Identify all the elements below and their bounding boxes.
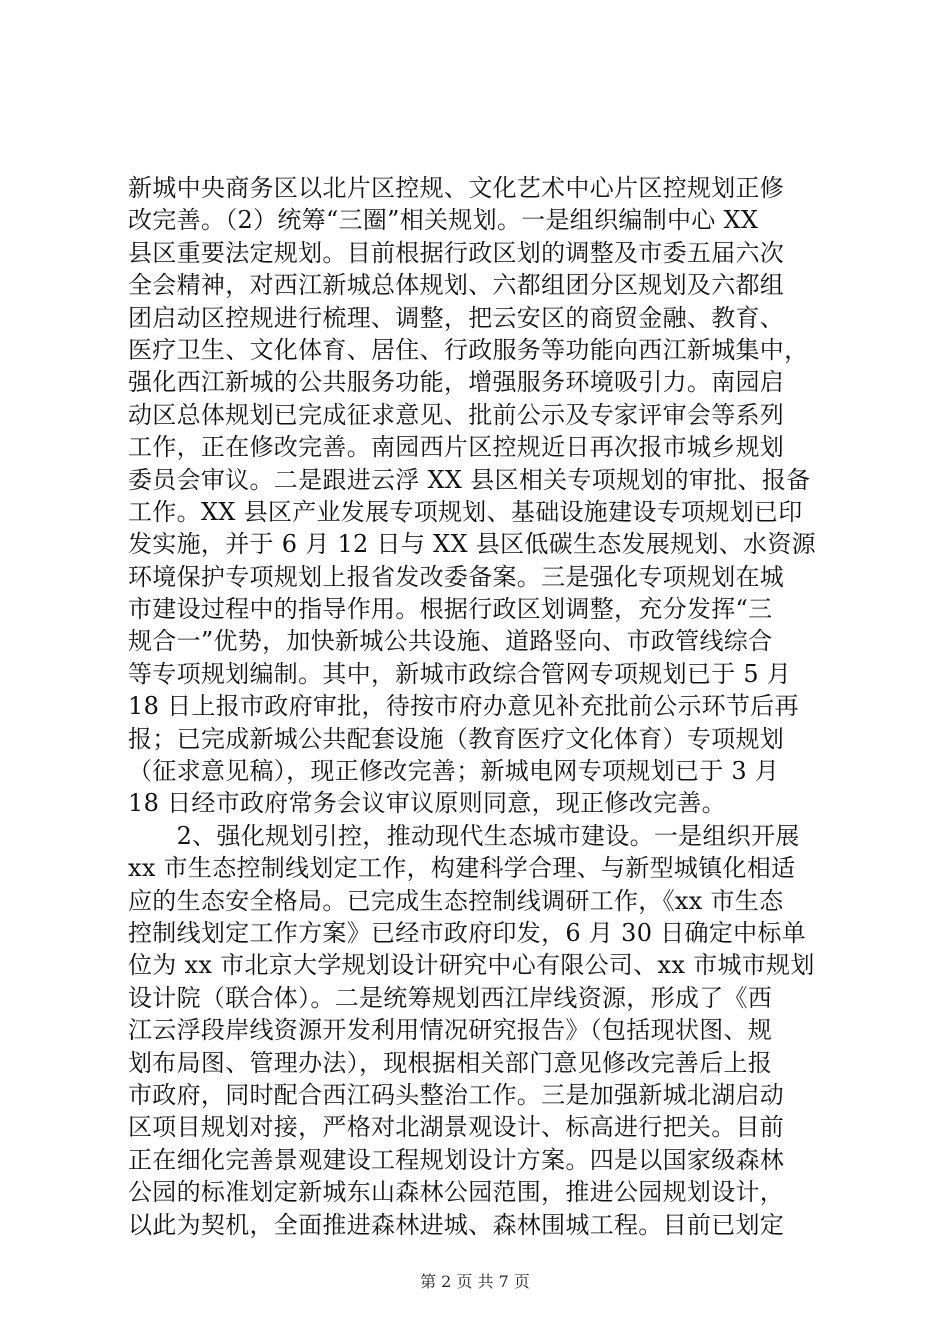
text-line: 区项目规划对接，严格对北湖景观设计、标高进行把关。目前 <box>128 1113 785 1142</box>
text-line: 市政府，同时配合西江码头整治工作。三是加强新城北湖启动 <box>128 1080 785 1109</box>
text-line: 市建设过程中的指导作用。根据行政区划调整，充分发挥“三 <box>128 595 773 624</box>
text-line: 公园的标准划定新城东山森林公园范围，推进公园规划设计， <box>128 1178 785 1207</box>
text-line: 位为 xx 市北京大学规划设计研究中心有限公司、xx 市城市规划 <box>128 951 815 980</box>
text-line: 江云浮段岸线资源开发利用情况研究报告》（包括现状图、规 <box>128 1016 773 1045</box>
text-line: 设计院（联合体）。二是统筹规划西江岸线资源，形成了《西 <box>128 983 773 1012</box>
text-line: 环境保护专项规划上报省发改委备案。三是强化专项规划在城 <box>128 562 785 591</box>
document-body <box>128 172 828 1241</box>
text-line: xx 市生态控制线划定工作，构建科学合理、与新型城镇化相适 <box>128 854 796 883</box>
text-line: 新城中央商务区以北片区控规、文化艺术中心片区控规划正修 <box>128 174 785 202</box>
text-line: 工作。XX 县区产业发展专项规划、基础设施建设专项规划已印 <box>128 497 803 526</box>
text-line: 划布局图、管理办法），现根据相关部门意见修改完善后上报 <box>128 1048 773 1077</box>
text-line: 委员会审议。二是跟进云浮 XX 县区相关专项规划的审批、报备 <box>128 465 811 494</box>
text-line: 18 日上报市政府审批，待按市府办意见补充批前公示环节后再 <box>128 692 799 721</box>
text-line: 18 日经市政府常务会议审议原则同意，现正修改完善。 <box>128 789 726 818</box>
text-line: 发实施，并于 6 月 12 日与 XX 县区低碳生态发展规划、水资源 <box>128 530 816 559</box>
text-line: 报；已完成新城公共配套设施（教育医疗文化体育）专项规划 <box>128 724 785 753</box>
text-line: 县区重要法定规划。目前根据行政区划的调整及市委五届六次 <box>128 238 785 267</box>
text-line: 改完善。（2）统筹“三圈”相关规划。一是组织编制中心 XX <box>128 206 759 235</box>
text-line: 工作，正在修改完善。南园西片区控规近日再次报市城乡规划 <box>128 433 785 462</box>
text-line: 团启动区控规进行梳理、调整，把云安区的商贸金融、教育、 <box>128 303 785 332</box>
text-line: 应的生态安全格局。已完成生态控制线调研工作，《xx 市生态 <box>128 886 784 915</box>
text-line: 医疗卫生、文化体育、居住、行政服务等功能向西江新城集中， <box>128 335 809 364</box>
text-line: 2、强化规划引控，推动现代生态城市建设。一是组织开展 <box>128 821 800 850</box>
text-line: 控制线划定工作方案》已经市政府印发，6 月 30 日确定中标单 <box>128 918 806 947</box>
text-line: 动区总体规划已完成征求意见、批前公示及专家评审会等系列 <box>128 400 785 429</box>
page-number-footer: 第 2 页 共 7 页 <box>420 1272 530 1291</box>
text-line: 等专项规划编制。其中，新城市政综合管网专项规划已于 5 月 <box>128 659 792 688</box>
text-line: 强化西江新城的公共服务功能，增强服务环境吸引力。南园启 <box>128 368 785 397</box>
text-line: 正在细化完善景观建设工程规划设计方案。四是以国家级森林 <box>128 1145 785 1174</box>
text-line: 以此为契机，全面推进森林进城、森林围城工程。目前已划定 <box>128 1210 785 1239</box>
text-line: 全会精神，对西江新城总体规划、六都组团分区规划及六都组 <box>128 271 785 300</box>
text-line: （征求意见稿），现正修改完善；新城电网专项规划已于 3 月 <box>128 757 780 786</box>
text-line: 规合一”优势，加快新城公共设施、道路竖向、市政管线综合 <box>128 627 773 656</box>
